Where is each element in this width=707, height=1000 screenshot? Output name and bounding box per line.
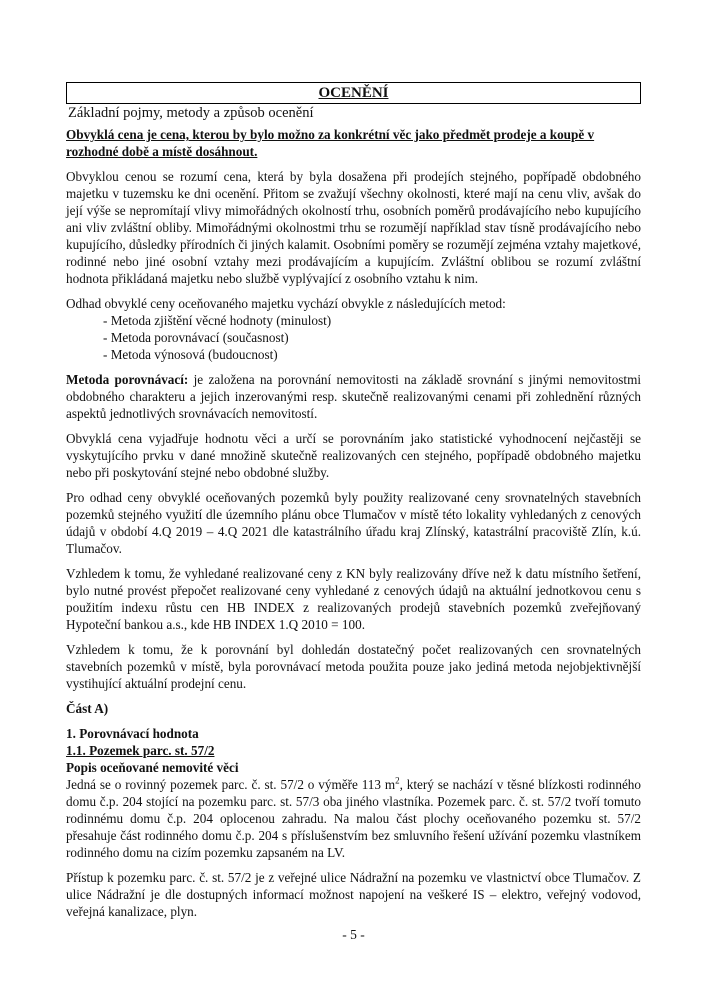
list-item: - Metoda výnosová (budoucnost): [103, 347, 278, 362]
subsection-title: 1.1. Pozemek parc. st. 57/2: [66, 743, 215, 758]
list-item: - Metoda zjištění věcné hodnoty (minulost): [103, 313, 332, 328]
paragraph-3: [66, 371, 641, 422]
page-number: - 5 -: [342, 927, 365, 942]
part-title: Část A): [66, 701, 109, 716]
definition: Obvyklá cena je cena, kterou by bylo možno za konkrétní věc jako předmět prodeje a koupě v rozhodné době a místě dosáhnout.: [66, 127, 595, 159]
para8-end: , který se nachází v těsné blízkosti rodinného domu č.p. 204 stojící na pozemku parc. st. 57/3 oba jiného vlastníka. Pozemek parc. č. st. 57/2 tvoří tomuto rodinnému domu č.p. 204 oplocenou zahradu. Na malou část plochy oceňovaného pozemku st. 57/2 přesahuje část rodinného domu č.p. 204 s příslušenstvím bez smluvního řešení užívání pozemku vlastníkem rodinného domu na cizím pozemku zapsaném na LV.: [66, 777, 641, 860]
paragraph-2: Odhad obvyklé ceny oceňovaného majetku vychází obvykle z následujících metod:: [66, 296, 506, 311]
paragraph-1: Obvyklou cenou se rozumí cena, která by byla dosažena při prodejích stejného, popřípadě obdobného majetku v tuzemsku ke dni ocenění. Přitom se zvažují všechny okolnosti, které mají na cenu vliv, avšak do její výše se nepromítají vlivy mimořádných okolností trhu, osobních poměrů prodávajícího nebo kupujícího ani vliv zvláštní obliby. Mimořádnými okolnostmi trhu se rozumějí například stav tísně prodávajícího nebo kupujícího, důsledky přírodních či jiných kalamit. Osobními poměry se rozumějí zejména vztahy majetkové, rodinné nebo jiné osobní vztahy mezi prodávajícím a kupujícím. Zvláštní oblibou se rozumí zvláštní hodnota přikládaná majetku nebo službě vyplývající z osobního vztahu k nim.: [66, 169, 641, 286]
paragraph-6: Vzhledem k tomu, že vyhledané realizované ceny z KN byly realizovány dříve než k datu místního šetření, bylo nutné provést přepočet realizované ceny vyhledané z cenových údajů na aktuální jednotkovou cenu s použitím indexu růstu cen HB INDEX z realizovaných prodejů stavebních pozemků zveřejňovaný Hypoteční bankou a.s., kde HB INDEX 1.Q 2010 = 100.: [66, 566, 641, 632]
method-text: je založena na porovnání nemovitosti na základě srovnání s jinými nemovitostmi obdobného charakteru a jejich inzerovanými resp. skutečně realizovanými cenami při zohlednění různých aspektů jednotlivých srovnávacích nemovitostí.: [66, 372, 642, 421]
heading-box: [66, 82, 641, 103]
paragraph-7: Vzhledem k tomu, že k porovnání byl dohledán dostatečný počet realizovaných cen srovnatelných stavebních pozemků v místě, byla porovnávací metoda použita pouze jako jediná metoda nejobjektivnější vystihující aktuální prodejní cenu.: [66, 642, 641, 691]
list-item: - Metoda porovnávací (současnost): [103, 330, 289, 345]
section-title: 1. Porovnávací hodnota: [66, 726, 199, 741]
para8-start: Jedná se o rovinný pozemek parc. č. st. 57/2 o výměře 113 m: [66, 777, 396, 792]
subheading: Základní pojmy, metody a způsob ocenění: [66, 103, 641, 123]
methods-list: [103, 312, 641, 363]
superscript: 2: [395, 775, 400, 786]
paragraph-8: [66, 776, 641, 861]
paragraph-9: Přístup k pozemku parc. č. st. 57/2 je z veřejné ulice Nádražní na pozemku ve vlastnictví obce Tlumačov. Z ulice Nádražní je dle dostupných informací možnost napojení na veškeré IS – elektro, veřejný vodovod, veřejná kanalizace, plyn.: [66, 870, 641, 919]
page-heading: OCENĚNÍ: [318, 85, 389, 101]
description-title: Popis oceňované nemovité věci: [66, 760, 239, 775]
document-page: [66, 82, 641, 920]
method-label: Metoda porovnávací:: [66, 372, 189, 387]
paragraph-4: Obvyklá cena vyjadřuje hodnotu věci a určí se porovnáním jako statistické vyhodnocení nejčastěji se vyskytujícího prvku v dané množině skutečně realizovaných cen stejného, popřípadě obdobného majetku nebo při poskytování stejné nebo obdobné služby.: [66, 431, 641, 480]
paragraph-5: Pro odhad ceny obvyklé oceňovaných pozemků byly použity realizované ceny srovnatelných stavebních pozemků stejného využití dle územního plánu obce Tlumačov v místě této lokality vyhledaných z cenových údajů v období 4.Q 2019 – 4.Q 2021 dle katastrálního úřadu kraj Zlínský, katastrální pracoviště Zlín, k.ú. Tlumačov.: [66, 490, 641, 556]
